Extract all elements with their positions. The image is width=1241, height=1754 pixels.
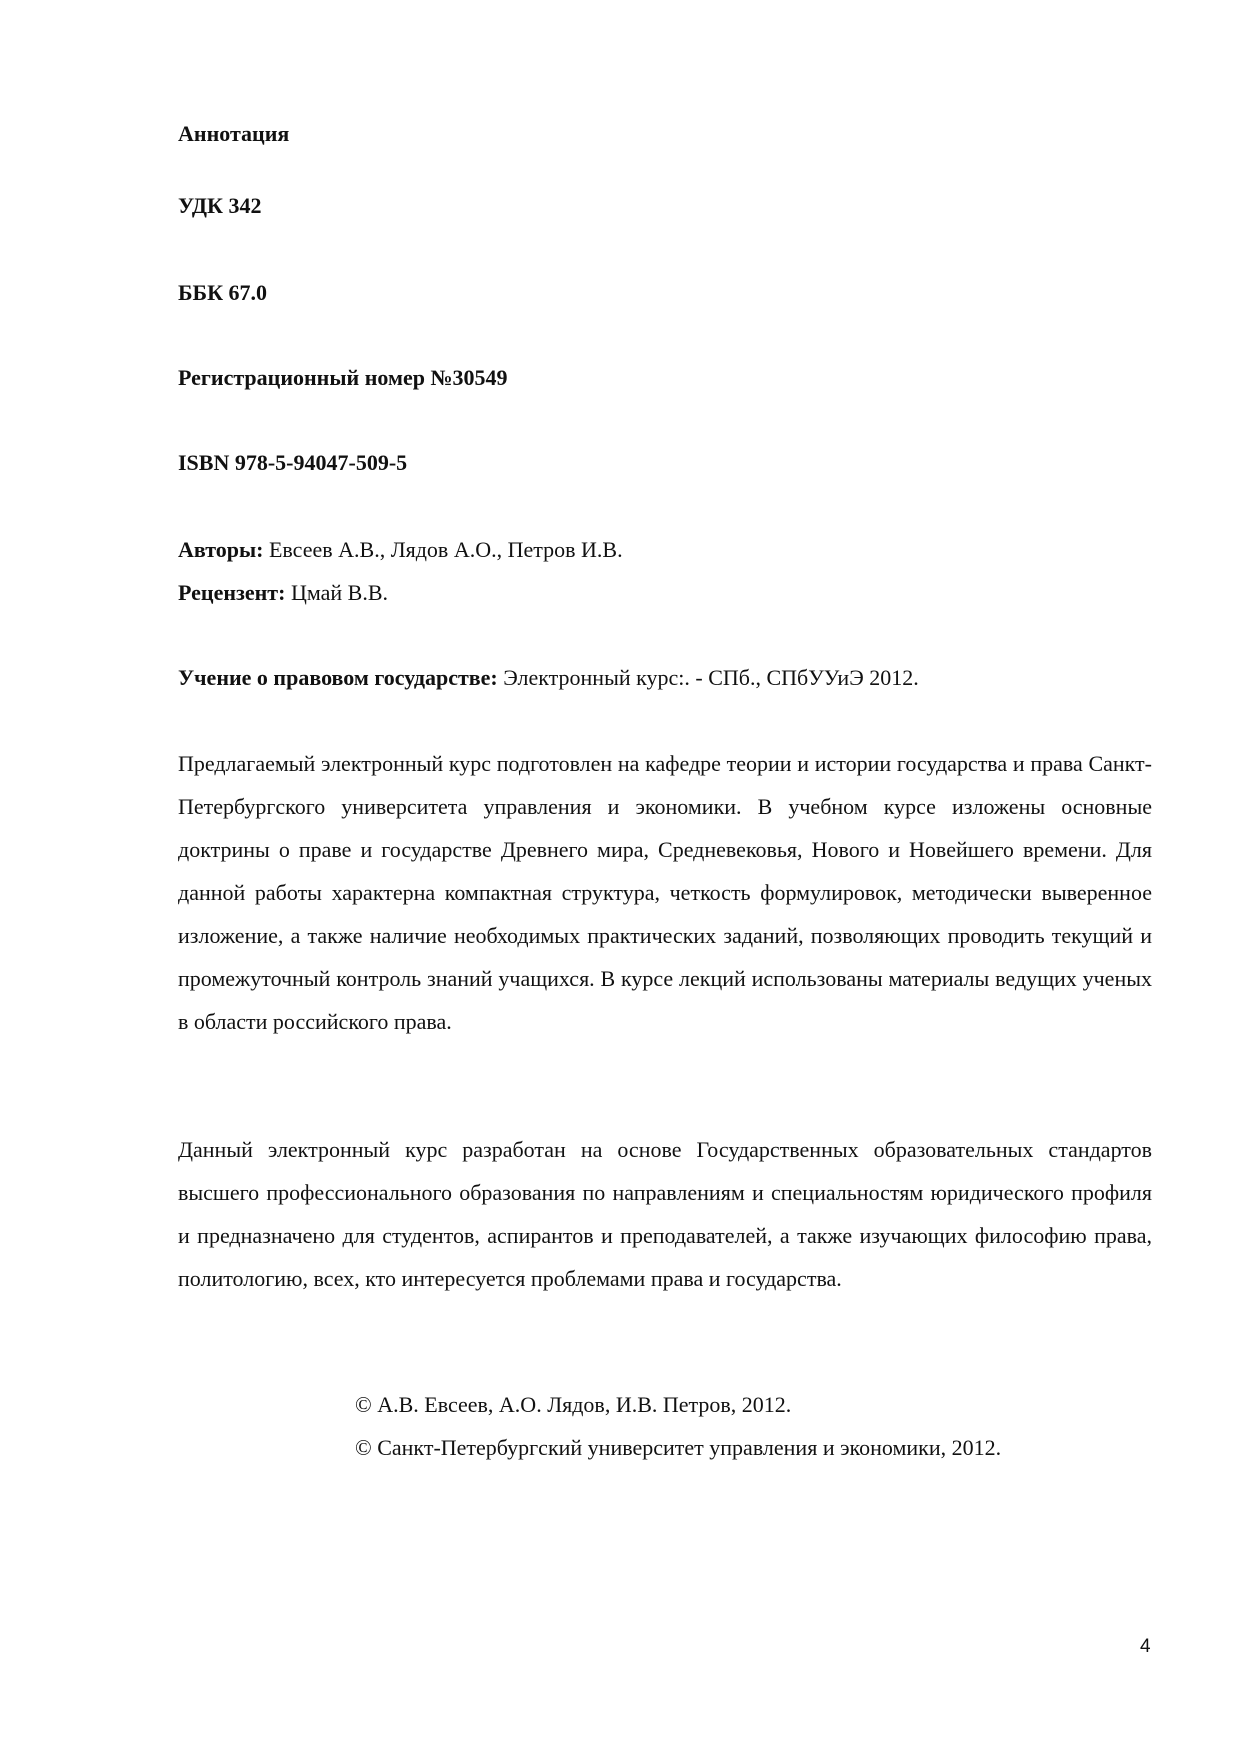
body-paragraph-2: Данный электронный курс разработан на основе Государственных образовательных стандартов высшего профессионального образования по направлениям и специальностям юридического профиля и предназначено для студентов, аспирантов и преподавателей, а также изучающих философию права, политологию, всех, кто интересуется проблемами права и государства. — [178, 1137, 1152, 1291]
copyright-university: © Санкт-Петербургский университет управления и экономики, 2012. — [355, 1435, 1002, 1460]
reviewer-label: Рецензент: — [178, 580, 286, 605]
course-title-line — [178, 663, 919, 693]
udk-code: УДК 342 — [178, 193, 262, 218]
reviewer-line — [178, 578, 388, 608]
course-title-value: Электронный курс:. - СПб., СПбУУиЭ 2012. — [497, 665, 919, 690]
reviewer-value: Цмай В.В. — [285, 580, 388, 605]
bbk-code: ББК 67.0 — [178, 280, 268, 305]
body-paragraph-1: Предлагаемый электронный курс подготовлен на кафедре теории и истории государства и права Санкт-Петербургского университета управления и экономики. В учебном курсе изложены основные доктрины о праве и государстве Древнего мира, Средневековья, Нового и Новейшего времени. Для данной работы характерна компактная структура, четкость формулировок, методически выверенное изложение, а также наличие необходимых практических заданий, позволяющих проводить текущий и промежуточный контроль знаний учащихся. В курсе лекций использованы материалы ведущих ученых в области российского права. — [178, 751, 1152, 1034]
copyright-authors: © А.В. Евсеев, А.О. Лядов, И.В. Петров, 2012. — [355, 1392, 792, 1417]
annotation-title: Аннотация — [178, 121, 290, 146]
authors-line — [178, 535, 623, 565]
isbn: ISBN 978-5-94047-509-5 — [178, 450, 408, 475]
authors-label: Авторы: — [178, 537, 264, 562]
course-title-label: Учение о правовом государстве: — [178, 665, 498, 690]
registration-number: Регистрационный номер №30549 — [178, 365, 508, 390]
page-number: 4 — [1140, 1636, 1151, 1657]
authors-value: Евсеев А.В., Лядов А.О., Петров И.В. — [263, 537, 623, 562]
